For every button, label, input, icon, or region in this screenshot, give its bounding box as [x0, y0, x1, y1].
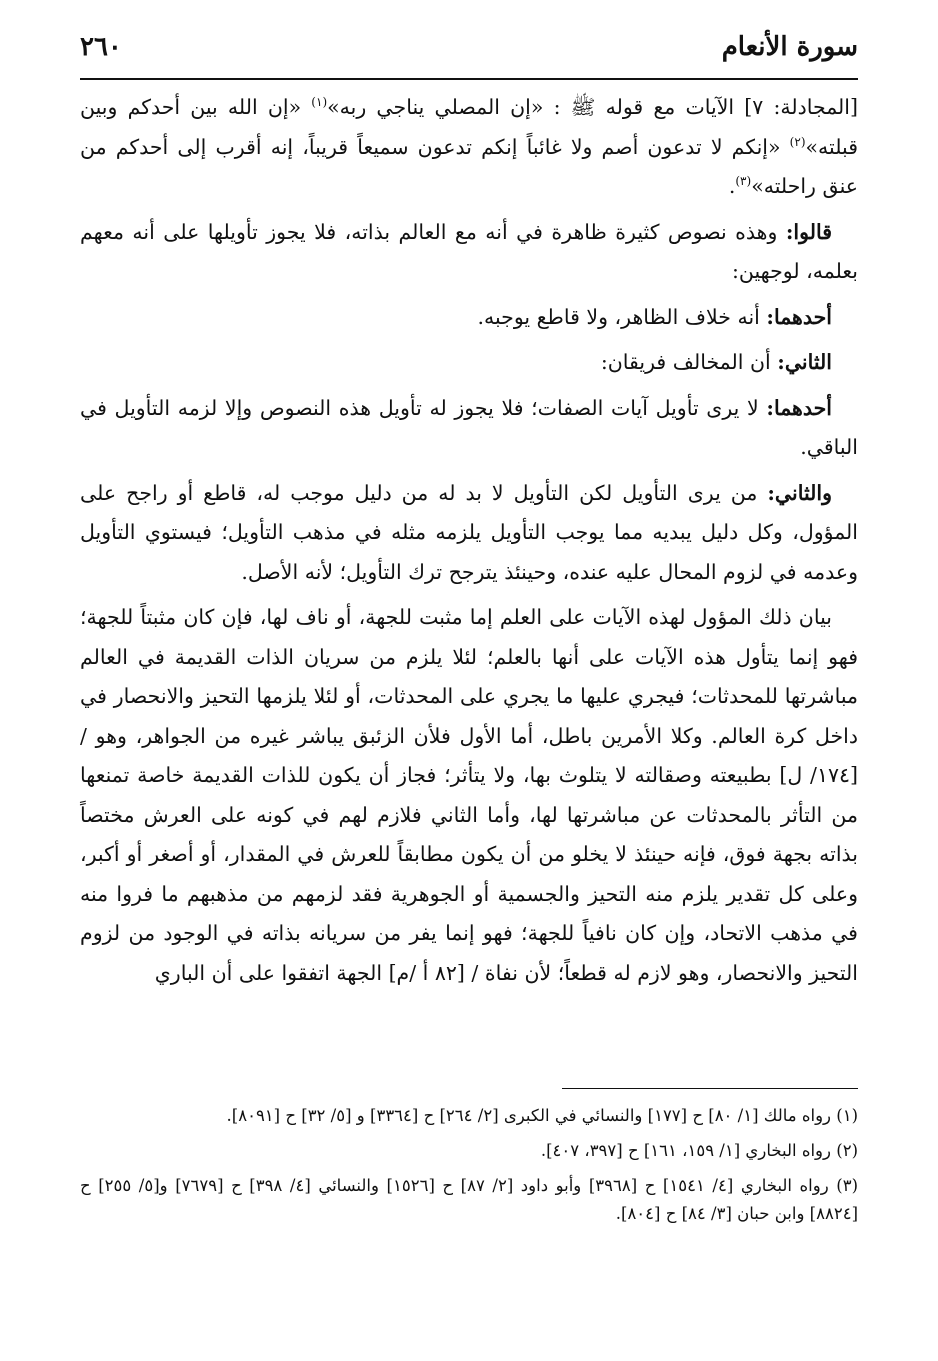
surah-title: سورة الأنعام	[721, 32, 858, 62]
paragraph-text: [المجادلة: ٧] الآيات مع قوله ﷺ : «إن المصلي يناجي ربه»	[327, 95, 858, 119]
paragraph-text: بيان ذلك المؤول لهذه الآيات على العلم إما مثبت للجهة، أو ناف لها، فإن كان مثبتاً للجهة؛ فهو إنما يتأول هذه الآيات على أنها بالعلم؛ لئلا يلزم من سريان الذات القديمة في العالم مباشرتها للمحدثات؛ فيجري عليها ما يجري على المحدثات، أو لئلا يلزمها التحيز والانحصار في داخل كرة العالم. وكلا الأمرين باطل، أما الأول فلأن الزئبق يباشر غيره من الجواهر، وهو / [١٧٤/ ل] بطبيعته وصقالته لا يتلوث بها، ولا يتأثر؛ فجاز أن يكون للذات القديمة خاصة تمنعها من التأثر بالمحدثات عن مباشرتها لها، وأما الثاني فلازم لهم في كونه على العرش مختصاً بذاته بجهة فوق، فإنه حينئذ لا يخلو من أن يكون مطابقاً للعرش في المقدار، أو أصغر أو أكبر، وعلى كل تقدير يلزم منه التحيز والجسمية أو الجوهرية فقد لزمهم من مذهبهم ما فروا منه في مذهب الاتحاد، وإن كان نافياً للجهة؛ فهو إنما يفر من سريانه بذاته في الوجود من لزوم التحيز والانحصار، وهو لازم له قطعاً؛ لأن نفاة / [٨٢ أ /م] الجهة اتفقوا على أن الباري	[80, 605, 858, 985]
paragraph-explanation	[80, 598, 858, 993]
paragraph-first-reason	[80, 298, 858, 338]
footnotes	[80, 1102, 858, 1235]
footnote-ref: (٣)	[735, 174, 752, 189]
footnote-ref: (١)	[311, 95, 328, 110]
paragraph-label: أحدهما:	[766, 395, 832, 420]
paragraph-second-reason	[80, 343, 858, 383]
paragraph-text: وهذه نصوص كثيرة ظاهرة في أنه مع العالم بذاته، فلا يجوز تأويلها على أنه معهم بعلمه، لوجهين:	[80, 219, 858, 283]
paragraph-verses	[80, 88, 858, 207]
footnote-ref: (٢)	[789, 134, 806, 149]
footnote-3: (٣) رواه البخاري [٤/ ١٥٤١] ح [٣٩٦٨] وأبو داود [٢/ ٨٧] ح [١٥٢٦] والنسائي [٤/ ٣٩٨] ح [٧٦٧٩] و[٥/ ٢٥٥] ح [٨٨٢٤] وابن حبان [٣/ ٨٤] ح [٨٠٤].	[80, 1176, 859, 1223]
paragraph-text: «إنكم لا تدعون أصم ولا غائباً إنكم تدعون سميعاً قريباً، إنه أقرب إلى أحدكم من عنق راحلته»	[80, 134, 858, 198]
paragraph-text: .	[728, 174, 736, 198]
footnote-1: (١) رواه مالك [١/ ٨٠] ح [١٧٧] والنسائي في الكبرى [٢/ ٢٦٤] ح [٣٣٦٤] و [٥/ ٣٢] ح [٨٠٩١].	[226, 1106, 858, 1125]
page-header	[80, 28, 858, 80]
main-text	[80, 88, 858, 999]
paragraph-label: والثاني:	[767, 480, 832, 505]
paragraph-qalu	[80, 213, 858, 292]
paragraph-first-group	[80, 389, 858, 468]
paragraph-text: «إن الله بين أحدكم وبين قبلته»	[80, 95, 858, 159]
page-number: ٢٦٠	[80, 32, 122, 62]
paragraph-label: قالوا:	[785, 219, 832, 244]
footnote-2: (٢) رواه البخاري [١/ ١٥٩، ١٦١] ح [٣٩٧، ٤٠٧].	[540, 1141, 858, 1160]
paragraph-text: من يرى التأويل لكن التأويل لا بد له من دليل موجب له، قاطع أو راجح على المؤول، وكل دليل يبديه مما يوجب التأويل يلزمه مثله في مذهب التأويل؛ فيستوي التأويل وعدمه في لزوم المحال عليه عنده، وحينئذ يترجح ترك التأويل؛ لأنه الأصل.	[80, 480, 858, 584]
paragraph-label: أحدهما:	[766, 304, 832, 329]
footnote-separator	[562, 1088, 858, 1089]
paragraph-text: أن المخالف فريقان:	[600, 350, 778, 374]
paragraph-label: الثاني:	[777, 350, 832, 374]
paragraph-text: لا يرى تأويل آيات الصفات؛ فلا يجوز له تأويل هذه النصوص وإلا لزمه التأويل في الباقي.	[80, 395, 858, 459]
paragraph-second-group	[80, 474, 858, 593]
paragraph-text: أنه خلاف الظاهر، ولا قاطع يوجبه.	[477, 304, 767, 329]
